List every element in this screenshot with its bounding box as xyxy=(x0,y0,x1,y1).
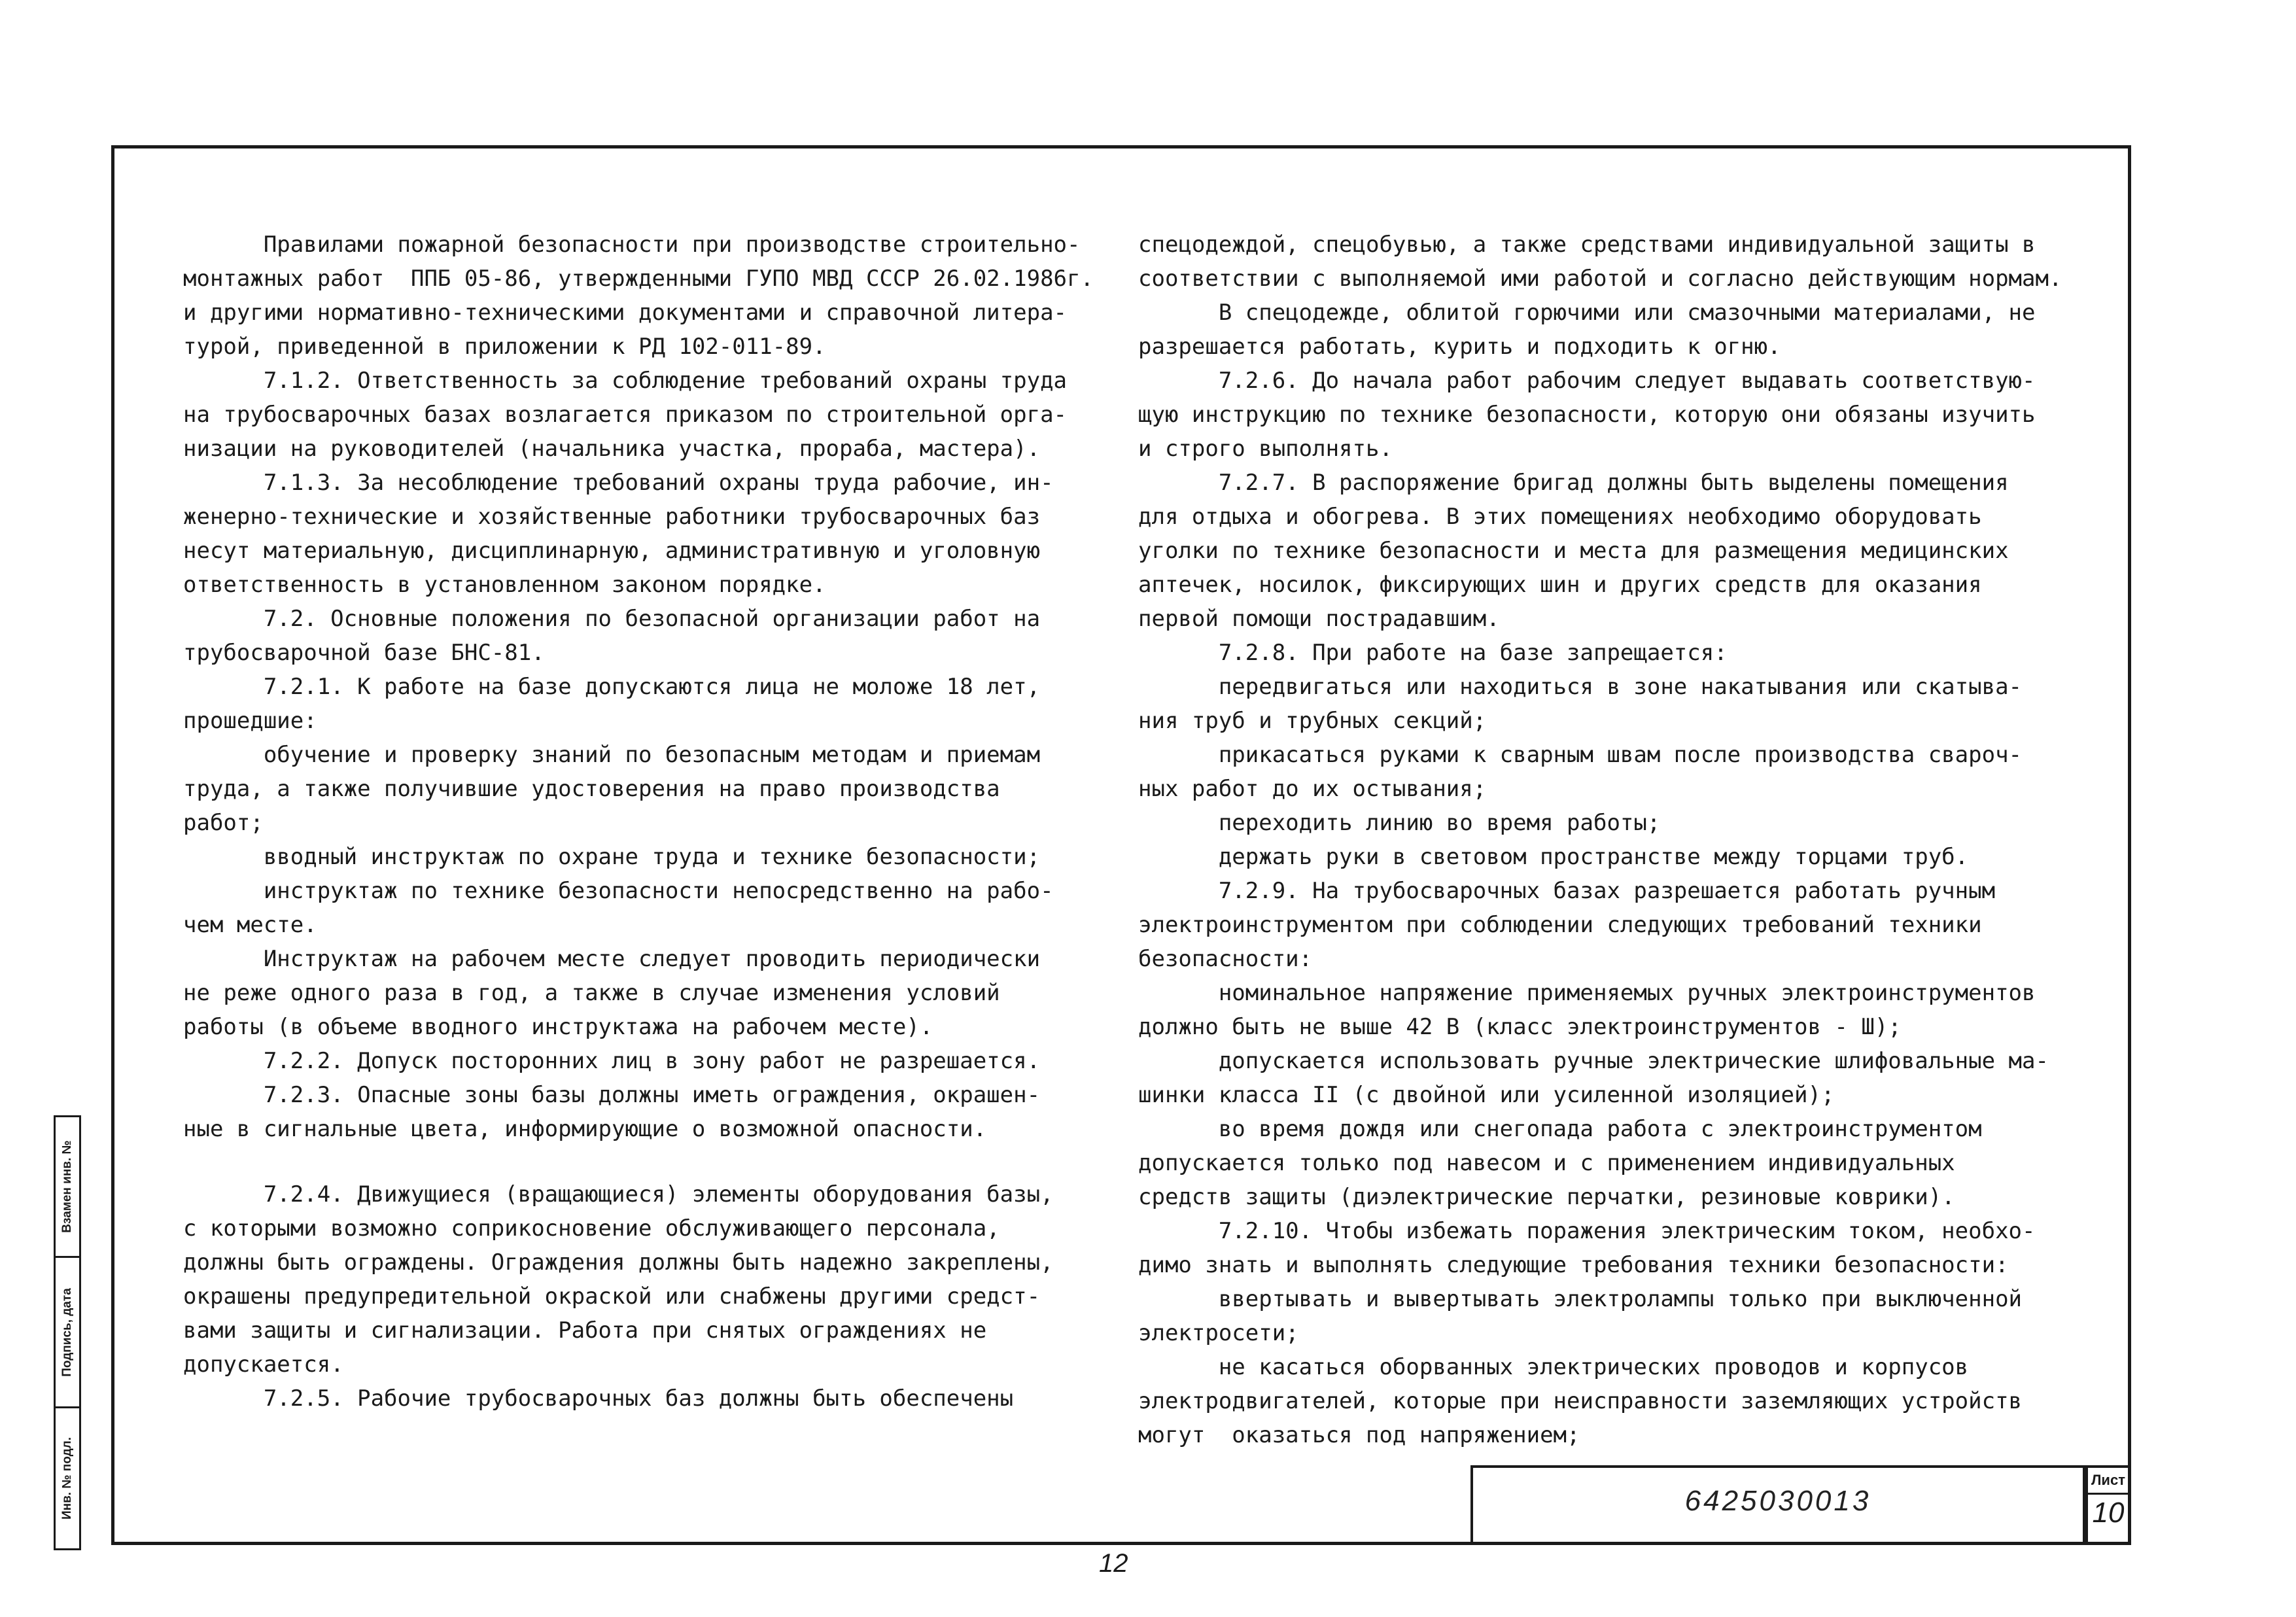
text-line: 7.2.6. До начала работ рабочим следует выдавать соответствую- xyxy=(1138,368,2036,394)
text-line: 7.2.5. Рабочие трубосварочных баз должны быть обеспечены xyxy=(183,1385,1014,1412)
text-line xyxy=(183,1146,1060,1177)
text-line: прикасаться руками к сварным швам после производства свароч- xyxy=(1138,742,2023,768)
text-line: трубосварочной базе БНС-81. xyxy=(183,640,545,666)
text-line: ввертывать и вывертывать электролампы только при выключенной xyxy=(1138,1286,2023,1312)
text-line: электродвигателей, которые при неисправности заземляющих устройств xyxy=(1138,1388,2023,1414)
text-line: вводный инструктаж по охране труда и технике безопасности; xyxy=(183,844,1041,870)
text-line: ния труб и трубных секций; xyxy=(1138,708,1487,734)
text-line: средств защиты (диэлектрические перчатки, резиновые коврики). xyxy=(1138,1184,1955,1210)
text-line: спецодеждой, спецобувью, а также средствами индивидуальной защиты в xyxy=(1138,232,2036,258)
text-line: обучение и проверку знаний по безопасным методам и приемам xyxy=(183,742,1041,768)
side-stamp-cell-substitute xyxy=(56,1117,79,1258)
text-line: 7.2.4. Движущиеся (вращающиеся) элементы оборудования базы, xyxy=(183,1181,1054,1208)
text-line: окрашены предупредительной окраской или снабжены другими средст- xyxy=(183,1283,1041,1310)
text-line: труда, а также получившие удостоверения на право производства xyxy=(183,776,1000,802)
text-line: 7.2. Основные положения по безопасной организации работ на xyxy=(183,606,1041,632)
text-line: работ; xyxy=(183,810,264,836)
text-line: уголки по технике безопасности и места для размещения медицинских xyxy=(1138,538,2009,564)
text-line: 7.2.8. При работе на базе запрещается: xyxy=(1138,640,1728,666)
text-line: первой помощи пострадавшим. xyxy=(1138,606,1500,632)
side-stamp-cell-inventory xyxy=(56,1408,79,1548)
sheet-number: 10 xyxy=(2092,1497,2125,1529)
text-line: турой, приведенной в приложении к РД 102-011-89. xyxy=(183,334,826,360)
text-line: ответственность в установленном законом порядке. xyxy=(183,572,826,598)
text-line: инструктаж по технике безопасности непосредственно на рабо- xyxy=(183,878,1054,904)
text-line: и строго выполнять. xyxy=(1138,436,1393,462)
text-line: Правилами пожарной безопасности при производстве строительно- xyxy=(183,232,1081,258)
text-line: с которыми возможно соприкосновение обслуживающего персонала, xyxy=(183,1215,1000,1242)
text-line: электроинструментом при соблюдении следующих требований техники xyxy=(1138,912,1982,938)
side-stamp-strip xyxy=(54,1115,81,1550)
text-line: щую инструкцию по технике безопасности, которую они обязаны изучить xyxy=(1138,402,2036,428)
text-line: 7.1.3. За несоблюдение требований охраны труда рабочие, ин- xyxy=(183,470,1054,496)
title-block xyxy=(1470,1465,2085,1545)
text-line: должно быть не выше 42 В (класс электроинструментов - Ш); xyxy=(1138,1014,1902,1040)
text-line: В спецодежде, облитой горючими или смазочными материалами, не xyxy=(1138,300,2036,326)
text-line: 7.2.10. Чтобы избежать поражения электрическим током, необхо- xyxy=(1138,1218,2036,1244)
text-line: 7.2.1. К работе на базе допускаются лица не моложе 18 лет, xyxy=(183,674,1041,700)
text-line: 7.2.9. На трубосварочных базах разрешается работать ручным xyxy=(1138,878,1996,904)
text-line: на трубосварочных базах возлагается приказом по строительной орга- xyxy=(183,402,1068,428)
text-line: для отдыха и обогрева. В этих помещениях необходимо оборудовать xyxy=(1138,504,1982,530)
text-line: димо знать и выполнять следующие требования техники безопасности: xyxy=(1138,1252,2009,1278)
text-line: прошедшие: xyxy=(183,708,317,734)
text-line: могут оказаться под напряжением; xyxy=(1138,1422,1580,1448)
side-stamp-label-inventory: Инв. № подл. xyxy=(60,1436,74,1520)
text-line: ных работ до их остывания; xyxy=(1138,776,1487,802)
text-line: женерно-технические и хозяйственные работники трубосварочных баз xyxy=(183,504,1041,530)
text-line: электросети; xyxy=(1138,1320,1299,1346)
text-line: не реже одного раза в год, а также в случае изменения условий xyxy=(183,980,1000,1006)
text-line: монтажных работ ППБ 05-86, утвержденными ГУПО МВД СССР 26.02.1986г. xyxy=(183,266,1094,292)
sheet-number-box xyxy=(2085,1465,2131,1545)
handwritten-page-number: 12 xyxy=(1099,1549,1128,1578)
text-line: 7.2.3. Опасные зоны базы должны иметь ограждения, окрашен- xyxy=(183,1082,1041,1108)
text-line: не касаться оборванных электрических проводов и корпусов xyxy=(1138,1354,1969,1380)
text-line: 7.1.2. Ответственность за соблюдение требований охраны труда xyxy=(183,368,1068,394)
text-line: соответствии с выполняемой ими работой и согласно действующим нормам. xyxy=(1138,266,2062,292)
text-line: работы (в объеме вводного инструктажа на рабочем месте). xyxy=(183,1014,933,1040)
text-column-right xyxy=(1138,228,2067,1452)
text-line: держать руки в световом пространстве между торцами труб. xyxy=(1138,844,1969,870)
side-stamp-cell-signature xyxy=(56,1258,79,1408)
side-stamp-label-substitute: Взамен инв. № xyxy=(60,1140,74,1233)
text-line: низации на руководителей (начальника участка, прораба, мастера). xyxy=(183,436,1041,462)
text-line: вами защиты и сигнализации. Работа при снятых ограждениях не xyxy=(183,1317,987,1344)
text-line: шинки класса II (с двойной или усиленной изоляцией); xyxy=(1138,1082,1835,1108)
text-line: чем месте. xyxy=(183,912,317,938)
side-stamp-label-signature: Подпись, дата xyxy=(60,1287,74,1377)
sheet-label: Лист xyxy=(2088,1468,2129,1495)
text-line: переходить линию во время работы; xyxy=(1138,810,1661,836)
text-line: безопасности: xyxy=(1138,946,1313,972)
text-line: аптечек, носилок, фиксирующих шин и других средств для оказания xyxy=(1138,572,1982,598)
text-line: допускается использовать ручные электрические шлифовальные ма- xyxy=(1138,1048,2049,1074)
text-line: Инструктаж на рабочем месте следует проводить периодически xyxy=(183,946,1041,972)
text-line: 7.2.2. Допуск посторонних лиц в зону работ не разрешается. xyxy=(183,1048,1041,1074)
text-line: должны быть ограждены. Ограждения должны быть надежно закреплены, xyxy=(183,1249,1054,1276)
text-line: во время дождя или снегопада работа с электроинструментом xyxy=(1138,1116,1982,1142)
text-line: несут материальную, дисциплинарную, административную и уголовную xyxy=(183,538,1041,564)
text-column-left xyxy=(183,228,1094,1416)
text-line: ные в сигнальные цвета, информирующие о возможной опасности. xyxy=(183,1116,987,1142)
text-line: номинальное напряжение применяемых ручных электроинструментов xyxy=(1138,980,2036,1006)
text-line: допускается только под навесом и с применением индивидуальных xyxy=(1138,1150,1955,1176)
text-line: допускается. xyxy=(183,1351,344,1378)
document-code: 6425030013 xyxy=(1684,1485,1871,1517)
text-line: разрешается работать, курить и подходить к огню. xyxy=(1138,334,1781,360)
text-line: 7.2.7. В распоряжение бригад должны быть выделены помещения xyxy=(1138,470,2009,496)
text-line: и другими нормативно-техническими документами и справочной литера- xyxy=(183,300,1068,326)
text-line: передвигаться или находиться в зоне накатывания или скатыва- xyxy=(1138,674,2023,700)
